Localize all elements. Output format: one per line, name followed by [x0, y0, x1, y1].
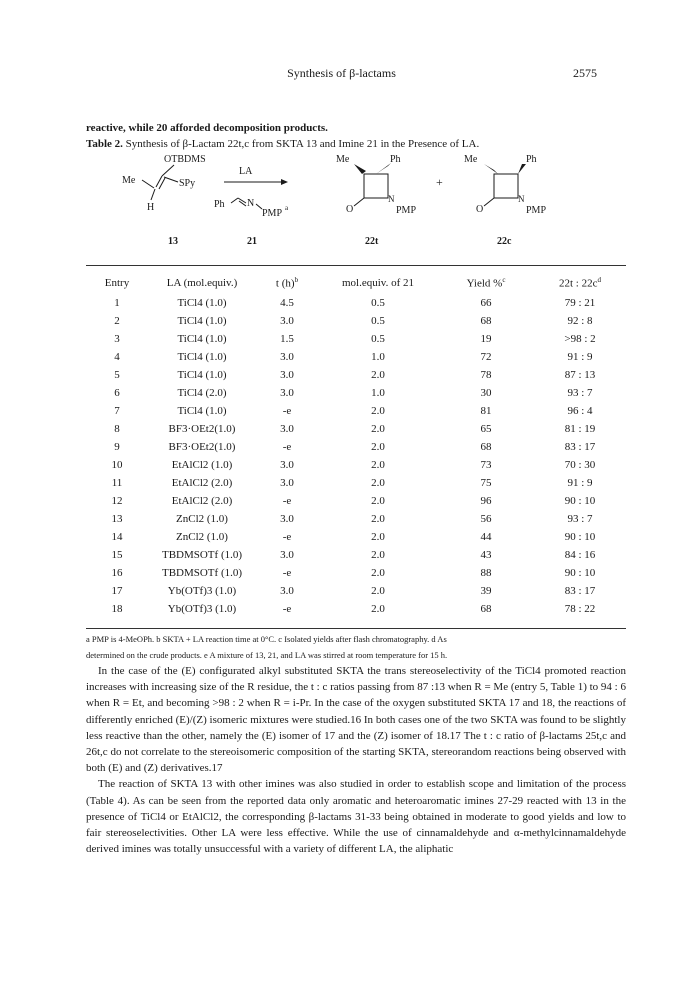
table-row	[86, 456, 626, 474]
table-row	[86, 294, 626, 312]
cell-yield: 56	[480, 513, 492, 525]
paragraph-1: In the case of the (E) configurated alkyl substituted SKTA the trans stereoselectivity of the TiCl4 promoted reaction increases with increasing size of the R residue, the t : c ratios passing from 87 :13 when R = Me (entry 5, Table 1) to 94 : 6 when R = Et, and becoming >98 : 2 when R = i-Pr. In the case of the oxygen substituted SKTA 17 and 18, the reactions of differently enriched (E)/(Z) isomeric mixtures were studied.16 In both cases one of the two SKTA was found to be slightly less reactive than the other, namely the (E) isomer of 17 and the (Z) isomer of 18.17 The t : c ratio of β-lactams 25t,c and 26t,c do not correlate to the stereoisomeric composition of the starting SKTA, stereorandom reactions being observed with both (E) and (Z) derivatives.17	[86, 665, 626, 775]
cell-time: 3.0	[280, 315, 294, 327]
cell-entry: 16	[111, 567, 123, 579]
table-caption-label: Table 2.	[86, 138, 123, 150]
skta-bond-spy	[164, 177, 178, 182]
lead-text: reactive, while 20 afforded decomposition products.	[86, 122, 328, 134]
ph-wedge-22c	[518, 164, 526, 174]
cell-ratio: 79 : 21	[564, 297, 596, 309]
cell-la: TiCl4 (1.0)	[177, 351, 227, 363]
table-row	[86, 528, 626, 546]
page-number: 2575	[573, 66, 597, 80]
paragraph-2: The reaction of SKTA 13 with other imines was also studied in order to establish scope and limitation of the process (Table 4). As can be seen from the reported data only aromatic and heteroaromatic imines 27-29 reacted with 13 in the presence of TiCl4 or EtAlCl2, the corresponding β-lactams 31-33 being obtained in moderate to good yields and low to fair stereoselectivities. Other LA were less effective. While the use of cinnamaldehyde and α-methylcinnamaldehyde derived imines was totally unsuccessful with a variety of different LA, the aliphatic	[86, 778, 626, 856]
cell-time: 3.0	[280, 351, 294, 363]
cell-yield: 73	[480, 459, 492, 471]
me-label-13: Me	[122, 175, 136, 186]
spy-label: SPy	[179, 178, 196, 189]
table-row	[86, 312, 626, 330]
cell-time: 3.0	[280, 387, 294, 399]
col-entry: Entry	[104, 277, 130, 289]
imine-bond-1	[231, 198, 238, 203]
ph-label-21: Ph	[214, 199, 225, 210]
cell-la: TBDMSOTf (1.0)	[161, 567, 243, 579]
cell-ratio: 83 : 17	[564, 585, 596, 597]
cell-entry: 11	[111, 477, 123, 489]
plus-sign: +	[436, 175, 443, 189]
cell-entry: 17	[111, 585, 123, 597]
table-top-rule	[86, 265, 626, 266]
cell-equiv: 2.0	[371, 369, 385, 381]
table-row	[86, 384, 626, 402]
pmp-label-22c: PMP	[526, 205, 547, 216]
table-row	[86, 582, 626, 600]
cell-yield: 39	[480, 585, 492, 597]
col-la: LA (mol.equiv.)	[166, 277, 238, 289]
cell-entry: 10	[111, 459, 123, 471]
cell-la: TiCl4 (1.0)	[177, 405, 227, 417]
footnote-line-2: determined on the crude products. e A mixture of 13, 21, and LA was stirred at room temperature for 15 h.	[86, 650, 448, 660]
table-row	[86, 366, 626, 384]
cell-time: -e	[282, 531, 292, 543]
skta-bond-o	[162, 165, 174, 176]
cell-equiv: 0.5	[371, 297, 385, 309]
me-label-22c: Me	[464, 154, 478, 165]
cell-time: 3.0	[280, 477, 294, 489]
compound-label-21: 21	[247, 236, 257, 247]
cell-la: EtAlCl2 (1.0)	[171, 459, 233, 471]
n-label-22t: N	[388, 194, 395, 204]
compound-label-22c: 22c	[497, 236, 512, 247]
cell-entry: 5	[114, 369, 120, 381]
n-label-21: N	[247, 198, 255, 209]
cell-ratio: >98 : 2	[564, 333, 596, 345]
cell-yield: 65	[480, 423, 492, 435]
cell-time: 3.0	[280, 369, 294, 381]
cell-ratio: 70 : 30	[564, 459, 596, 471]
cell-yield: 88	[480, 567, 492, 579]
cell-la: TiCl4 (1.0)	[177, 315, 227, 327]
cell-yield: 68	[480, 441, 492, 453]
cell-entry: 18	[111, 603, 123, 615]
col-equiv: mol.equiv. of 21	[342, 277, 414, 289]
ph-label-22c: Ph	[526, 154, 537, 165]
table-row	[86, 474, 626, 492]
cell-time: 4.5	[280, 297, 294, 309]
table-row	[86, 420, 626, 438]
cell-time: 3.0	[280, 585, 294, 597]
cell-equiv: 2.0	[371, 531, 385, 543]
col-yield: Yield %$^c$	[466, 276, 506, 290]
cell-ratio: 93 : 7	[567, 513, 593, 525]
cell-equiv: 2.0	[371, 567, 385, 579]
cell-yield: 43	[480, 549, 492, 561]
cell-entry: 6	[114, 387, 120, 399]
ring-22c	[494, 174, 518, 198]
me-wedge-22t	[354, 164, 366, 174]
cell-la: TiCl4 (2.0)	[177, 387, 227, 399]
ph-wedge-22t	[376, 163, 391, 174]
cell-la: TiCl4 (1.0)	[177, 333, 227, 345]
me-label-22t: Me	[336, 154, 350, 165]
table-bottom-rule	[86, 628, 626, 629]
me-wedge-22c	[484, 164, 498, 174]
col-time: t $(h)^b$	[275, 276, 299, 290]
cell-equiv: 1.0	[371, 387, 385, 399]
table-row	[86, 348, 626, 366]
imine-double-2	[239, 201, 246, 206]
table-caption-text: Synthesis of β-Lactam 22t,c from SKTA 13 and Imine 21 in the Presence of LA.	[125, 138, 480, 150]
cell-entry: 13	[111, 513, 123, 525]
cell-la: TiCl4 (1.0)	[177, 369, 227, 381]
cell-entry: 9	[114, 441, 120, 453]
cell-equiv: 2.0	[371, 477, 385, 489]
cell-entry: 12	[111, 495, 123, 507]
la-label: LA	[239, 166, 253, 177]
cell-equiv: 1.0	[371, 351, 385, 363]
otbdms-label: OTBDMS	[164, 154, 206, 165]
table-row	[86, 510, 626, 528]
cell-ratio: 90 : 10	[564, 567, 596, 579]
cell-time: 3.0	[280, 423, 294, 435]
compound-label-22t: 22t	[365, 236, 379, 247]
cell-time: -e	[282, 495, 292, 507]
reaction-scheme	[86, 150, 626, 270]
cell-yield: 68	[480, 315, 492, 327]
cell-la: ZnCl2 (1.0)	[176, 531, 228, 543]
cell-la: TBDMSOTf (1.0)	[161, 549, 243, 561]
skta-bond-h	[151, 189, 155, 200]
cell-ratio: 81 : 19	[564, 423, 596, 435]
running-title: Synthesis of β-lactams	[287, 66, 396, 80]
cell-yield: 81	[480, 405, 492, 417]
cell-yield: 66	[480, 297, 492, 309]
cell-ratio: 84 : 16	[564, 549, 596, 561]
cell-yield: 68	[480, 603, 492, 615]
cell-la: BF3·OEt2(1.0)	[168, 423, 236, 435]
h-label: H	[147, 202, 155, 213]
table-header-row	[86, 272, 626, 294]
cell-ratio: 91 : 9	[567, 477, 593, 489]
reaction-arrow-head	[281, 179, 288, 185]
cell-ratio: 90 : 10	[564, 531, 596, 543]
ph-label-22t: Ph	[390, 154, 401, 165]
cell-equiv: 2.0	[371, 405, 385, 417]
cell-la: EtAlCl2 (2.0)	[171, 477, 233, 489]
cell-entry: 3	[114, 333, 120, 345]
cell-equiv: 2.0	[371, 603, 385, 615]
cell-equiv: 2.0	[371, 495, 385, 507]
cell-time: -e	[282, 405, 292, 417]
footnote-line-1: a PMP is 4-MeOPh. b SKTA + LA reaction time at 0°C. c Isolated yields after flash chromatography. d As	[86, 634, 447, 644]
table-row	[86, 564, 626, 582]
cell-equiv: 0.5	[371, 333, 385, 345]
cell-entry: 4	[114, 351, 120, 363]
cell-time: 3.0	[280, 549, 294, 561]
cell-ratio: 78 : 22	[564, 603, 596, 615]
cell-yield: 96	[480, 495, 492, 507]
table-row	[86, 492, 626, 510]
pmp-label-21: PMP	[262, 208, 283, 219]
cell-time: -e	[282, 567, 292, 579]
table-row	[86, 600, 626, 618]
body-text	[86, 663, 626, 857]
cell-la: BF3·OEt2(1.0)	[168, 441, 236, 453]
cell-equiv: 2.0	[371, 459, 385, 471]
n-label-22c: N	[518, 194, 525, 204]
carbonyl-22c	[484, 198, 494, 206]
cell-ratio: 91 : 9	[567, 351, 593, 363]
cell-entry: 1	[114, 297, 120, 309]
cell-yield: 72	[480, 351, 492, 363]
cell-entry: 7	[114, 405, 120, 417]
cell-yield: 75	[480, 477, 492, 489]
cell-time: 3.0	[280, 513, 294, 525]
cell-yield: 44	[480, 531, 492, 543]
cell-equiv: 2.0	[371, 423, 385, 435]
cell-ratio: 90 : 10	[564, 495, 596, 507]
cell-entry: 2	[114, 315, 120, 327]
cell-time: -e	[282, 441, 292, 453]
table-row	[86, 330, 626, 348]
skta-bond-me	[142, 180, 154, 188]
cell-ratio: 93 : 7	[567, 387, 593, 399]
cell-la: EtAlCl2 (2.0)	[171, 495, 233, 507]
o-label-22c: O	[476, 204, 484, 215]
cell-ratio: 83 : 17	[564, 441, 596, 453]
cell-yield: 30	[480, 387, 492, 399]
cell-la: Yb(OTf)3 (1.0)	[167, 585, 237, 597]
imine-double-1	[238, 198, 246, 203]
table-row	[86, 402, 626, 420]
cell-ratio: 92 : 8	[567, 315, 593, 327]
ring-22t	[364, 174, 388, 198]
cell-ratio: 96 : 4	[567, 405, 593, 417]
cell-la: Yb(OTf)3 (1.0)	[167, 603, 237, 615]
results-table	[86, 272, 626, 618]
carbonyl-22t	[354, 198, 364, 206]
cell-time: 3.0	[280, 459, 294, 471]
cell-la: TiCl4 (1.0)	[177, 297, 227, 309]
table-row	[86, 438, 626, 456]
cell-time: -e	[282, 603, 292, 615]
cell-equiv: 0.5	[371, 315, 385, 327]
cell-entry: 14	[111, 531, 123, 543]
pmp-note-21: a	[285, 204, 289, 212]
cell-time: 1.5	[280, 333, 294, 345]
compound-label-13: 13	[168, 236, 178, 247]
cell-equiv: 2.0	[371, 513, 385, 525]
cell-equiv: 2.0	[371, 441, 385, 453]
o-label-22t: O	[346, 204, 354, 215]
cell-yield: 78	[480, 369, 492, 381]
col-ratio: 22t : $22c^d$	[559, 276, 601, 290]
cell-equiv: 2.0	[371, 549, 385, 561]
cell-yield: 19	[480, 333, 492, 345]
cell-entry: 15	[111, 549, 123, 561]
cell-la: ZnCl2 (1.0)	[176, 513, 228, 525]
table-row	[86, 546, 626, 564]
cell-entry: 8	[114, 423, 120, 435]
cell-ratio: 87 : 13	[564, 369, 596, 381]
cell-equiv: 2.0	[371, 585, 385, 597]
pmp-label-22t: PMP	[396, 205, 417, 216]
